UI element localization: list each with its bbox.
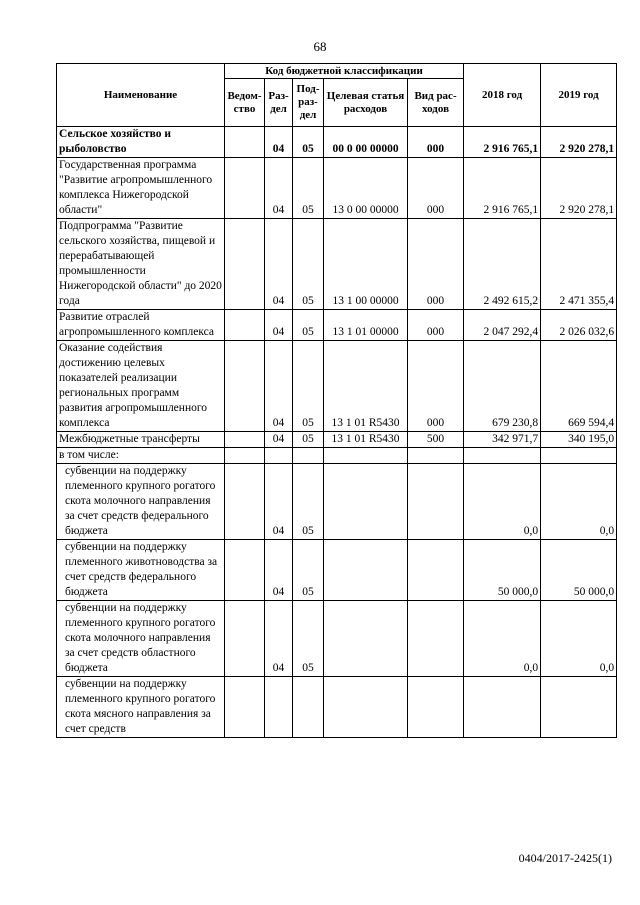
cell-target: 13 1 01 00000 <box>324 310 408 341</box>
cell-2018: 2 492 615,2 <box>464 219 541 310</box>
cell-target <box>324 540 408 601</box>
cell-name: в том числе: <box>57 448 225 464</box>
cell-vid <box>408 677 464 738</box>
cell-vid: 000 <box>408 310 464 341</box>
document-code: 0404/2017-2425(1) <box>518 851 612 865</box>
cell-razdel: 04 <box>265 219 293 310</box>
cell-podrazdel: 05 <box>293 432 324 448</box>
cell-name: субвенции на поддержку племенного животноводства за счет средств федерального бюджета <box>57 540 225 601</box>
cell-vedomstvo <box>225 219 265 310</box>
cell-razdel: 04 <box>265 127 293 158</box>
cell-vedomstvo <box>225 432 265 448</box>
cell-name: Подпрограмма "Развитие сельского хозяйства, пищевой и перерабатывающей промышленности Нижегородской области" до 2020 года <box>57 219 225 310</box>
table-row <box>57 601 617 677</box>
cell-razdel <box>265 448 293 464</box>
cell-vid <box>408 601 464 677</box>
cell-target <box>324 601 408 677</box>
cell-razdel: 04 <box>265 601 293 677</box>
cell-podrazdel <box>293 677 324 738</box>
cell-vid: 000 <box>408 341 464 432</box>
cell-podrazdel: 05 <box>293 341 324 432</box>
cell-target <box>324 677 408 738</box>
cell-razdel: 04 <box>265 464 293 540</box>
cell-target <box>324 464 408 540</box>
cell-podrazdel: 05 <box>293 464 324 540</box>
table-row <box>57 540 617 601</box>
table-row <box>57 310 617 341</box>
cell-target: 13 1 01 R5430 <box>324 432 408 448</box>
cell-razdel: 04 <box>265 310 293 341</box>
table-body <box>57 127 617 738</box>
cell-name: субвенции на поддержку племенного крупного рогатого скота молочного направления за счет средств областного бюджета <box>57 601 225 677</box>
cell-2018: 50 000,0 <box>464 540 541 601</box>
cell-razdel <box>265 677 293 738</box>
cell-2018 <box>464 677 541 738</box>
cell-2018: 0,0 <box>464 464 541 540</box>
cell-vid: 000 <box>408 127 464 158</box>
cell-2019: 669 594,4 <box>541 341 617 432</box>
cell-2018: 2 047 292,4 <box>464 310 541 341</box>
header-name: Наименование <box>57 64 225 127</box>
cell-2019: 2 026 032,6 <box>541 310 617 341</box>
table-header <box>57 64 617 127</box>
cell-vid: 000 <box>408 158 464 219</box>
cell-2018: 679 230,8 <box>464 341 541 432</box>
cell-razdel: 04 <box>265 341 293 432</box>
cell-2019 <box>541 677 617 738</box>
cell-vedomstvo <box>225 540 265 601</box>
table-row <box>57 341 617 432</box>
cell-2019: 2 920 278,1 <box>541 127 617 158</box>
cell-vedomstvo <box>225 464 265 540</box>
cell-target <box>324 448 408 464</box>
header-target: Целевая статья расходов <box>324 79 408 127</box>
budget-table <box>56 63 617 738</box>
cell-vid <box>408 464 464 540</box>
cell-vedomstvo <box>225 448 265 464</box>
cell-razdel: 04 <box>265 158 293 219</box>
cell-2018: 2 916 765,1 <box>464 127 541 158</box>
cell-2019: 340 195,0 <box>541 432 617 448</box>
cell-target: 00 0 00 00000 <box>324 127 408 158</box>
table-row <box>57 448 617 464</box>
cell-podrazdel: 05 <box>293 310 324 341</box>
cell-podrazdel: 05 <box>293 540 324 601</box>
header-podrazdel: Под-раз-дел <box>293 79 324 127</box>
cell-target: 13 0 00 00000 <box>324 158 408 219</box>
cell-vedomstvo <box>225 601 265 677</box>
cell-name: Сельское хозяйство и рыболовство <box>57 127 225 158</box>
header-classification-group: Код бюджетной классификации <box>225 64 464 79</box>
table-row <box>57 677 617 738</box>
header-2018: 2018 год <box>464 64 541 127</box>
cell-vid <box>408 448 464 464</box>
cell-podrazdel <box>293 448 324 464</box>
cell-2019: 0,0 <box>541 464 617 540</box>
cell-vid: 000 <box>408 219 464 310</box>
cell-razdel: 04 <box>265 540 293 601</box>
header-vid: Вид рас-ходов <box>408 79 464 127</box>
cell-name: Оказание содействия достижению целевых показателей реализации региональных программ развития агропромышленного комплекса <box>57 341 225 432</box>
header-2019: 2019 год <box>541 64 617 127</box>
cell-name: субвенции на поддержку племенного крупного рогатого скота мясного направления за счет средств <box>57 677 225 738</box>
cell-2018: 342 971,7 <box>464 432 541 448</box>
cell-vedomstvo <box>225 127 265 158</box>
cell-2019: 2 920 278,1 <box>541 158 617 219</box>
cell-vedomstvo <box>225 341 265 432</box>
cell-name: Межбюджетные трансферты <box>57 432 225 448</box>
cell-podrazdel: 05 <box>293 158 324 219</box>
page-number: 68 <box>313 39 327 54</box>
cell-2018 <box>464 448 541 464</box>
cell-name: Развитие отраслей агропромышленного комплекса <box>57 310 225 341</box>
cell-2019: 2 471 355,4 <box>541 219 617 310</box>
cell-vid: 500 <box>408 432 464 448</box>
cell-podrazdel: 05 <box>293 219 324 310</box>
cell-podrazdel: 05 <box>293 601 324 677</box>
cell-2019: 50 000,0 <box>541 540 617 601</box>
cell-name: Государственная программа "Развитие агропромышленного комплекса Нижегородской области" <box>57 158 225 219</box>
cell-target: 13 1 01 R5430 <box>324 341 408 432</box>
table-row <box>57 464 617 540</box>
table-row <box>57 127 617 158</box>
table-row <box>57 158 617 219</box>
cell-2018: 0,0 <box>464 601 541 677</box>
cell-podrazdel: 05 <box>293 127 324 158</box>
cell-vid <box>408 540 464 601</box>
header-vedomstvo: Ведом-ство <box>225 79 265 127</box>
cell-2019 <box>541 448 617 464</box>
header-razdel: Раз-дел <box>265 79 293 127</box>
cell-2019: 0,0 <box>541 601 617 677</box>
cell-name: субвенции на поддержку племенного крупного рогатого скота молочного направления за счет средств федерального бюджета <box>57 464 225 540</box>
cell-razdel: 04 <box>265 432 293 448</box>
table-row <box>57 219 617 310</box>
cell-vedomstvo <box>225 158 265 219</box>
cell-2018: 2 916 765,1 <box>464 158 541 219</box>
cell-vedomstvo <box>225 677 265 738</box>
table-row <box>57 432 617 448</box>
cell-target: 13 1 00 00000 <box>324 219 408 310</box>
cell-vedomstvo <box>225 310 265 341</box>
